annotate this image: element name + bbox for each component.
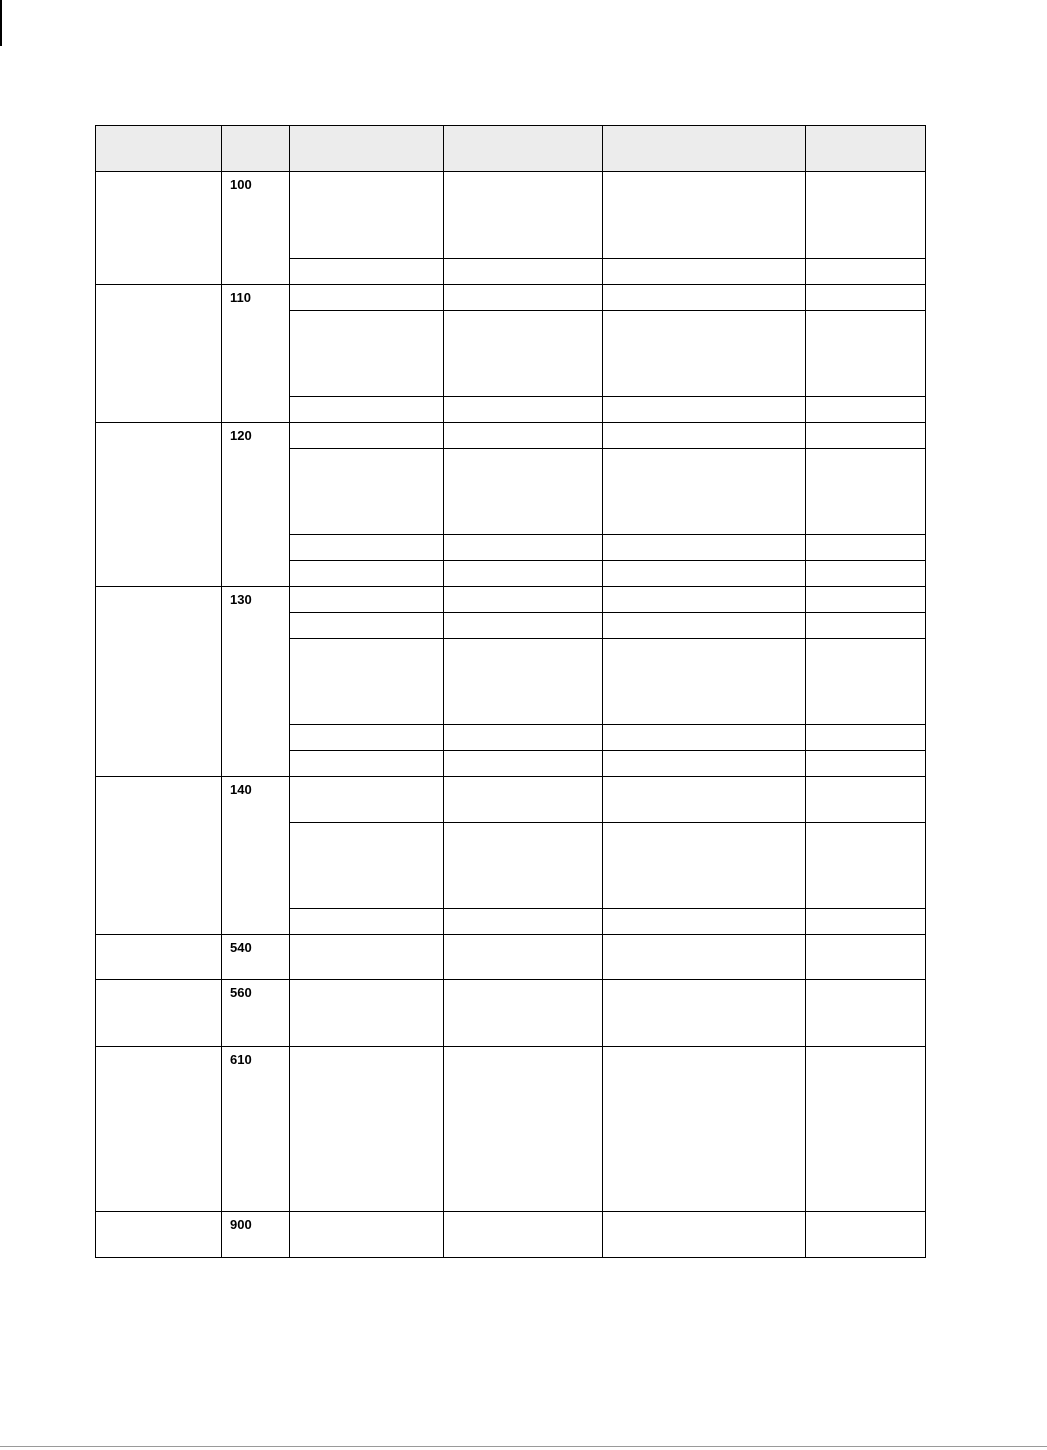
- table-cell: [806, 587, 926, 613]
- table-cell: [603, 561, 806, 587]
- table-cell: [290, 823, 444, 909]
- header-row: [96, 126, 926, 172]
- table-row: [96, 1212, 926, 1258]
- table-cell: [603, 1212, 806, 1258]
- table-cell: [290, 777, 444, 823]
- table-cell: [290, 725, 444, 751]
- table-row: [96, 587, 926, 613]
- group-label-cell: [96, 935, 222, 980]
- table-cell: [290, 535, 444, 561]
- table-cell: [444, 311, 603, 397]
- table-row: [96, 423, 926, 449]
- table-cell: [444, 639, 603, 725]
- table-cell: [603, 397, 806, 423]
- table-cell: [444, 587, 603, 613]
- table-cell: [290, 259, 444, 285]
- table-cell: [444, 535, 603, 561]
- table-cell: [603, 259, 806, 285]
- group-code-cell: 560: [222, 980, 290, 1047]
- table-cell: [444, 1047, 603, 1212]
- group-label-cell: [96, 423, 222, 587]
- table-row: [96, 172, 926, 259]
- group-code-cell: 100: [222, 172, 290, 285]
- table-cell: [290, 613, 444, 639]
- table-cell: [603, 285, 806, 311]
- table-row: [96, 935, 926, 980]
- table-cell: [290, 397, 444, 423]
- table-cell: [806, 639, 926, 725]
- table-cell: [444, 1212, 603, 1258]
- table-cell: [806, 449, 926, 535]
- table-header: [96, 126, 926, 172]
- table-cell: [603, 613, 806, 639]
- group-label-cell: [96, 285, 222, 423]
- table-cell: [444, 561, 603, 587]
- table-row: [96, 980, 926, 1047]
- table-cell: [806, 172, 926, 259]
- table-cell: [603, 823, 806, 909]
- table-cell: [444, 935, 603, 980]
- table-cell: [290, 172, 444, 259]
- table-cell: [806, 561, 926, 587]
- table-cell: [806, 423, 926, 449]
- table-cell: [806, 823, 926, 909]
- group-label-cell: [96, 587, 222, 777]
- table-body: [96, 172, 926, 1258]
- table-cell: [806, 285, 926, 311]
- table-cell: [444, 172, 603, 259]
- table-cell: [806, 980, 926, 1047]
- table-cell: [603, 311, 806, 397]
- table-cell: [290, 449, 444, 535]
- table-cell: [444, 423, 603, 449]
- group-code-cell: 120: [222, 423, 290, 587]
- group-label-cell: [96, 980, 222, 1047]
- table-cell: [603, 980, 806, 1047]
- group-code-cell: 140: [222, 777, 290, 935]
- table-cell: [290, 909, 444, 935]
- group-code-cell: 110: [222, 285, 290, 423]
- table-cell: [806, 935, 926, 980]
- table-cell: [806, 725, 926, 751]
- table-cell: [444, 259, 603, 285]
- group-label-cell: [96, 1212, 222, 1258]
- table-cell: [290, 423, 444, 449]
- table-cell: [806, 1047, 926, 1212]
- table-cell: [603, 423, 806, 449]
- header-cell: [444, 126, 603, 172]
- table-cell: [603, 777, 806, 823]
- table-cell: [444, 909, 603, 935]
- table-cell: [603, 751, 806, 777]
- table-cell: [806, 777, 926, 823]
- group-code-cell: 900: [222, 1212, 290, 1258]
- table-cell: [444, 285, 603, 311]
- table-cell: [806, 311, 926, 397]
- table-cell: [290, 980, 444, 1047]
- table-cell: [806, 259, 926, 285]
- header-cell: [806, 126, 926, 172]
- table-cell: [290, 751, 444, 777]
- table-cell: [806, 751, 926, 777]
- table-row: [96, 777, 926, 823]
- table-cell: [290, 311, 444, 397]
- table-cell: [806, 613, 926, 639]
- table-cell: [603, 172, 806, 259]
- footer-rule: [0, 1446, 1047, 1447]
- table-cell: [290, 1047, 444, 1212]
- header-cell: [290, 126, 444, 172]
- table-cell: [444, 777, 603, 823]
- table-cell: [290, 285, 444, 311]
- table-cell: [290, 639, 444, 725]
- group-label-cell: [96, 172, 222, 285]
- table-cell: [290, 587, 444, 613]
- table-cell: [444, 823, 603, 909]
- table-cell: [290, 561, 444, 587]
- table-cell: [603, 449, 806, 535]
- table-cell: [444, 613, 603, 639]
- group-code-cell: 130: [222, 587, 290, 777]
- table-cell: [603, 1047, 806, 1212]
- header-cell: [222, 126, 290, 172]
- table-cell: [603, 587, 806, 613]
- table-cell: [290, 1212, 444, 1258]
- table-row: [96, 1047, 926, 1212]
- header-cell: [603, 126, 806, 172]
- group-code-cell: 610: [222, 1047, 290, 1212]
- table-cell: [444, 751, 603, 777]
- table-cell: [444, 980, 603, 1047]
- group-label-cell: [96, 1047, 222, 1212]
- table-row: [96, 285, 926, 311]
- header-cell: [96, 126, 222, 172]
- table-cell: [290, 935, 444, 980]
- table-cell: [603, 725, 806, 751]
- table-cell: [603, 935, 806, 980]
- table-cell: [603, 909, 806, 935]
- data-table: [95, 125, 926, 1258]
- table-cell: [806, 397, 926, 423]
- table-cell: [806, 909, 926, 935]
- table-cell: [444, 725, 603, 751]
- table-cell: [603, 535, 806, 561]
- table-cell: [444, 449, 603, 535]
- table-cell: [806, 535, 926, 561]
- table-cell: [806, 1212, 926, 1258]
- corner-mark: [0, 0, 2, 46]
- group-code-cell: 540: [222, 935, 290, 980]
- table-cell: [444, 397, 603, 423]
- table-cell: [603, 639, 806, 725]
- group-label-cell: [96, 777, 222, 935]
